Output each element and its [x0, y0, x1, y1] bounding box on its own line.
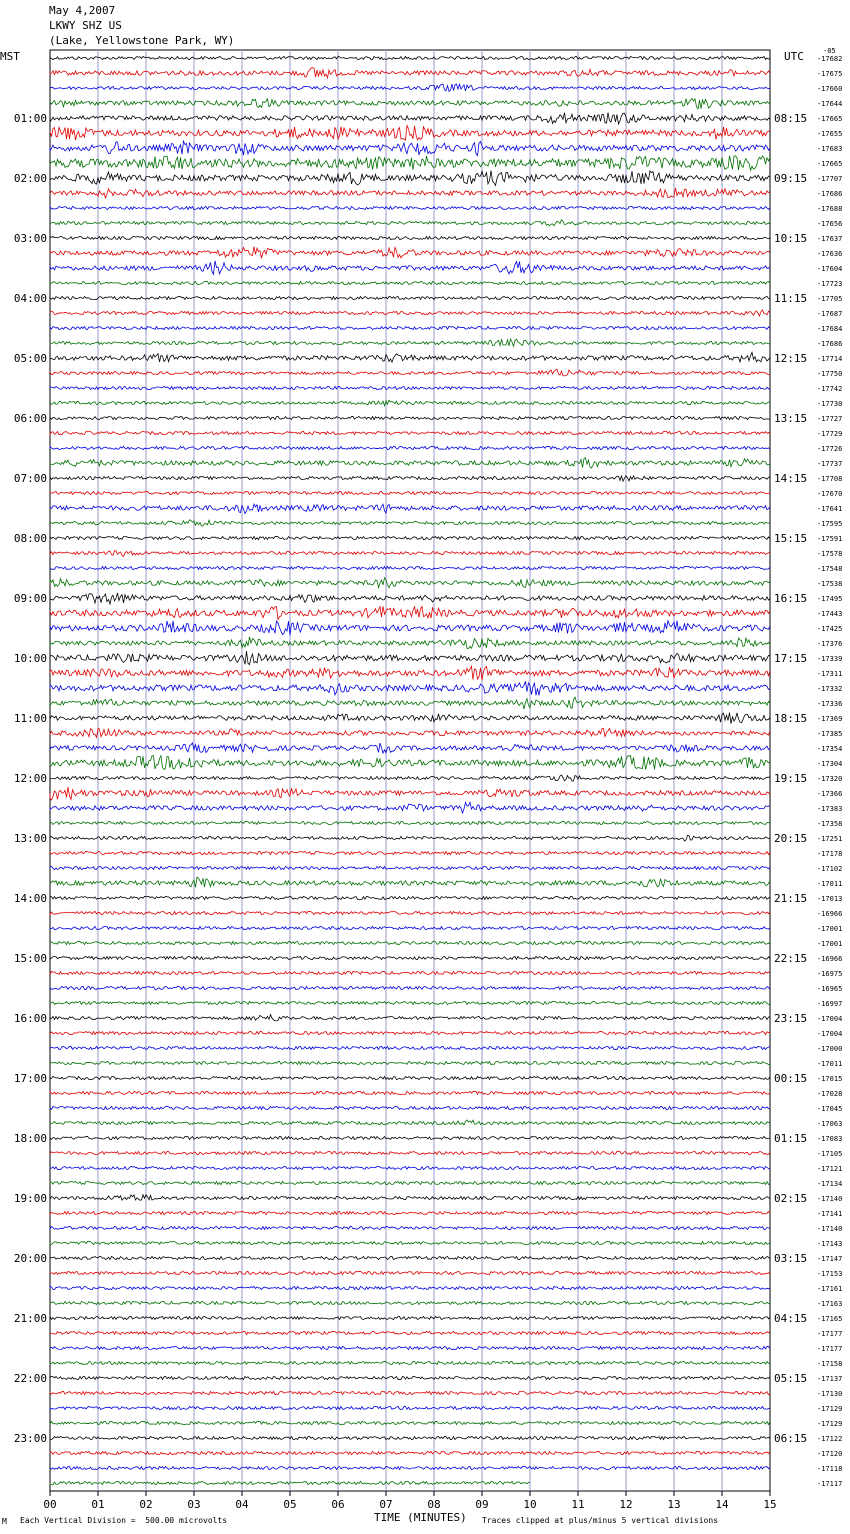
- x-tick-label: 08: [427, 1498, 441, 1511]
- footer-mark: M: [2, 1517, 7, 1526]
- trace-offset-label: -17028: [817, 1090, 843, 1098]
- trace-line: [50, 1316, 770, 1319]
- trace-line: [50, 476, 770, 481]
- trace-offset-label: -17705: [817, 295, 843, 303]
- trace-offset-label: -17045: [817, 1105, 843, 1113]
- trace-offset-label: -17001: [817, 925, 843, 933]
- left-hour-label: 02:00: [13, 172, 47, 185]
- trace-line: [50, 247, 770, 259]
- trace-line: [50, 400, 770, 406]
- trace-offset-label: -17134: [817, 1180, 843, 1188]
- trace-line: [50, 666, 770, 680]
- trace-line: [50, 1466, 770, 1469]
- trace-offset-label: -17366: [817, 790, 843, 798]
- trace-line: [50, 1376, 770, 1379]
- trace-line: [50, 606, 770, 619]
- trace-line: [50, 1166, 770, 1169]
- trace-line: [50, 1421, 770, 1424]
- trace-line: [50, 1091, 770, 1094]
- right-timezone-label: UTC: [784, 50, 804, 63]
- trace-line: [50, 681, 770, 695]
- trace-line: [50, 551, 770, 557]
- trace-line: [50, 986, 770, 989]
- x-tick-label: 02: [139, 1498, 153, 1511]
- trace-line: [50, 1271, 770, 1274]
- trace-line: [50, 1241, 770, 1244]
- trace-line: [50, 1226, 770, 1229]
- trace-line: [50, 1076, 770, 1079]
- trace-offset-label: -17102: [817, 865, 843, 873]
- trace-offset-label: -17163: [817, 1300, 843, 1308]
- trace-line: [50, 326, 770, 329]
- right-hour-label: 19:15: [774, 772, 808, 785]
- trace-line: [50, 1301, 770, 1304]
- trace-offset-label: -17004: [817, 1015, 843, 1023]
- trace-offset-label: -17687: [817, 310, 843, 318]
- left-hour-label: 14:00: [13, 892, 47, 905]
- trace-offset-label: -17686: [817, 190, 843, 198]
- right-hour-label: 17:15: [774, 652, 808, 665]
- trace-offset-label: -17495: [817, 595, 843, 603]
- trace-offset-label: -17578: [817, 550, 843, 558]
- left-hour-label: 07:00: [13, 472, 47, 485]
- trace-line: [50, 1106, 770, 1109]
- trace-line: [50, 352, 770, 362]
- station-code: LKWY SHZ US: [49, 19, 122, 32]
- x-tick-label: 05: [283, 1498, 297, 1511]
- trace-line: [50, 206, 770, 209]
- trace-offset-label: -17141: [817, 1210, 843, 1218]
- trace-line: [50, 339, 770, 346]
- trace-offset-label: -17332: [817, 685, 843, 693]
- trace-offset-label: -17595: [817, 520, 843, 528]
- trace-offset-label: -17726: [817, 445, 843, 453]
- trace-offset-label: -17251: [817, 835, 843, 843]
- x-tick-label: 11: [571, 1498, 585, 1511]
- trace-offset-label: -17538: [817, 580, 843, 588]
- trace-line: [50, 1391, 770, 1394]
- trace-offset-label: -17001: [817, 940, 843, 948]
- trace-offset-label: -17385: [817, 730, 843, 738]
- trace-offset-label: -17140: [817, 1225, 843, 1233]
- trace-offset-label: -17665: [817, 160, 843, 168]
- trace-offset-label: -17637: [817, 235, 843, 243]
- trace-offset-label: -17723: [817, 280, 843, 288]
- trace-line: [50, 98, 770, 108]
- trace-offset-label: -17165: [817, 1315, 843, 1323]
- trace-line: [50, 578, 770, 588]
- trace-offset-label: -17004: [817, 1030, 843, 1038]
- trace-offset-label: -17130: [817, 1390, 843, 1398]
- trace-line: [50, 621, 770, 636]
- trace-offset-label: -17750: [817, 370, 843, 378]
- trace-line: [50, 1001, 770, 1004]
- trace-offset-label: -16965: [817, 985, 843, 993]
- x-tick-label: 07: [379, 1498, 393, 1511]
- right-hour-label: 12:15: [774, 352, 808, 365]
- x-tick-label: 01: [91, 1498, 105, 1511]
- trace-line: [50, 851, 770, 854]
- left-hour-label: 03:00: [13, 232, 47, 245]
- trace-offset-label: -17730: [817, 400, 843, 408]
- x-tick-label: 12: [619, 1498, 633, 1511]
- trace-offset-label: -16966: [817, 910, 843, 918]
- trace-line: [50, 1151, 770, 1154]
- trace-line: [50, 1406, 770, 1409]
- trace-line: [50, 171, 770, 186]
- trace-line: [50, 1211, 770, 1214]
- right-hour-label: 04:15: [774, 1312, 808, 1325]
- trace-line: [50, 866, 770, 869]
- trace-offset-label: -17143: [817, 1240, 843, 1248]
- left-hour-label: 23:00: [13, 1432, 47, 1445]
- trace-offset-label: -17641: [817, 505, 843, 513]
- right-hour-label: 21:15: [774, 892, 808, 905]
- trace-offset-label: -17137: [817, 1375, 843, 1383]
- right-hour-label: 14:15: [774, 472, 808, 485]
- left-hour-label: 09:00: [13, 592, 47, 605]
- right-hour-label: 20:15: [774, 832, 808, 845]
- trace-offset-label: -17147: [817, 1255, 843, 1263]
- trace-offset-label: -17376: [817, 640, 843, 648]
- trace-line: [50, 1256, 770, 1259]
- trace-line: [50, 743, 770, 753]
- trace-offset-label: -17354: [817, 745, 843, 753]
- trace-line: [50, 310, 770, 316]
- trace-offset-label: -17714: [817, 355, 843, 363]
- left-hour-label: 01:00: [13, 112, 47, 125]
- trace-line: [50, 141, 770, 155]
- right-hour-label: 02:15: [774, 1192, 808, 1205]
- trace-line: [50, 126, 770, 141]
- left-hour-label: 08:00: [13, 532, 47, 545]
- trace-offset-label: -17339: [817, 655, 843, 663]
- left-hour-label: 19:00: [13, 1192, 47, 1205]
- trace-line: [50, 787, 770, 800]
- trace-line: [50, 821, 770, 824]
- left-hour-label: 17:00: [13, 1072, 47, 1085]
- trace-offset-label: -17083: [817, 1135, 843, 1143]
- trace-line: [50, 637, 770, 649]
- trace-offset-label: -17178: [817, 850, 843, 858]
- trace-line: [50, 220, 770, 226]
- trace-offset-label: -17121: [817, 1165, 843, 1173]
- trace-offset-label: -17737: [817, 460, 843, 468]
- trace-line: [50, 261, 770, 274]
- trace-line: [50, 113, 770, 124]
- left-hour-label: 20:00: [13, 1252, 47, 1265]
- right-hour-label: 15:15: [774, 532, 808, 545]
- trace-line: [50, 504, 770, 513]
- trace-line: [50, 1331, 770, 1334]
- trace-offset-label: -17177: [817, 1330, 843, 1338]
- right-hour-label: 10:15: [774, 232, 808, 245]
- trace-offset-label: -17177: [817, 1345, 843, 1353]
- trace-line: [50, 84, 770, 91]
- trace-line: [50, 728, 770, 737]
- trace-offset-label: -17118: [817, 1465, 843, 1473]
- trace-offset-label: -17369: [817, 715, 843, 723]
- trace-line: [50, 281, 770, 284]
- right-hour-label: 22:15: [774, 952, 808, 965]
- trace-offset-label: -17548: [817, 565, 843, 573]
- trace-line: [50, 713, 770, 724]
- trace-line: [50, 520, 770, 526]
- trace-line: [50, 491, 770, 494]
- trace-offset-label: -17129: [817, 1420, 843, 1428]
- trace-offset-label: -17015: [817, 1075, 843, 1083]
- trace-line: [50, 68, 770, 78]
- clip-note: Traces clipped at plus/minus 5 vertical divisions: [482, 1516, 719, 1525]
- trace-offset-label: -17105: [817, 1150, 843, 1158]
- trace-line: [50, 369, 770, 376]
- trace-line: [50, 971, 770, 974]
- left-hour-label: 13:00: [13, 832, 47, 845]
- trace-offset-label: -16975: [817, 970, 843, 978]
- trace-line: [50, 1436, 770, 1439]
- trace-line: [50, 756, 770, 770]
- trace-offset-label: -17682: [817, 55, 843, 63]
- trace-line: [50, 835, 770, 841]
- left-hour-label: 11:00: [13, 712, 47, 725]
- trace-offset-label: -17011: [817, 880, 843, 888]
- right-hour-label: 00:15: [774, 1072, 808, 1085]
- right-hour-label: 09:15: [774, 172, 808, 185]
- left-hour-label: 06:00: [13, 412, 47, 425]
- station-location: (Lake, Yellowstone Park, WY): [49, 34, 235, 47]
- trace-offset-label: -17011: [817, 1060, 843, 1068]
- trace-offset-label: -17604: [817, 265, 843, 273]
- trace-offset-label: -17665: [817, 115, 843, 123]
- trace-line: [50, 1346, 770, 1349]
- left-hour-label: 18:00: [13, 1132, 47, 1145]
- trace-offset-label: -17591: [817, 535, 843, 543]
- right-hour-label: 16:15: [774, 592, 808, 605]
- trace-line: [50, 566, 770, 569]
- trace-offset-label: -17742: [817, 385, 843, 393]
- trace-offset-label: -17122: [817, 1435, 843, 1443]
- trace-line: [50, 775, 770, 781]
- trace-offset-label: -17644: [817, 100, 843, 108]
- trace-line: [50, 446, 770, 449]
- trace-line: [50, 1195, 770, 1201]
- trace-offset-label: -16997: [817, 1000, 843, 1008]
- trace-line: [50, 896, 770, 899]
- trace-offset-label: -17729: [817, 430, 843, 438]
- trace-line: [50, 1015, 770, 1021]
- x-tick-label: 09: [475, 1498, 489, 1511]
- trace-offset-label: -17161: [817, 1285, 843, 1293]
- left-hour-label: 10:00: [13, 652, 47, 665]
- x-tick-label: 06: [331, 1498, 345, 1511]
- trace-offset-label: -17358: [817, 820, 843, 828]
- trace-line: [50, 416, 770, 419]
- trace-line: [50, 1361, 770, 1364]
- left-hour-label: 21:00: [13, 1312, 47, 1325]
- right-hour-label: 18:15: [774, 712, 808, 725]
- trace-offset-label: -17443: [817, 610, 843, 618]
- trace-offset-label: -17660: [817, 85, 843, 93]
- trace-line: [50, 536, 770, 539]
- trace-offset-label: -16966: [817, 955, 843, 963]
- trace-offset-label: -17120: [817, 1450, 843, 1458]
- left-hour-label: 04:00: [13, 292, 47, 305]
- x-tick-label: 10: [523, 1498, 537, 1511]
- trace-line: [50, 1451, 770, 1454]
- trace-line: [50, 296, 770, 299]
- trace-line: [50, 458, 770, 468]
- right-hour-label: 11:15: [774, 292, 808, 305]
- trace-offset-label: -17311: [817, 670, 843, 678]
- trace-offset-label: -17320: [817, 775, 843, 783]
- trace-offset-label: -17140: [817, 1195, 843, 1203]
- trace-offset-label: -17636: [817, 250, 843, 258]
- trace-line: [50, 431, 770, 434]
- trace-line: [50, 941, 770, 944]
- trace-line: [50, 802, 770, 813]
- right-timezone-offset: -05: [823, 47, 836, 55]
- trace-offset-label: -17708: [817, 475, 843, 483]
- trace-offset-label: -17675: [817, 70, 843, 78]
- trace-line: [50, 926, 770, 929]
- x-tick-label: 13: [667, 1498, 681, 1511]
- trace-line: [50, 911, 770, 914]
- trace-line: [50, 1181, 770, 1184]
- trace-offset-label: -17727: [817, 415, 843, 423]
- x-tick-label: 00: [43, 1498, 57, 1511]
- trace-line: [50, 1046, 770, 1049]
- right-hour-label: 01:15: [774, 1132, 808, 1145]
- x-tick-label: 14: [715, 1498, 729, 1511]
- trace-line: [50, 697, 770, 709]
- trace-line: [50, 593, 770, 604]
- right-hour-label: 06:15: [774, 1432, 808, 1445]
- trace-offset-label: -17383: [817, 805, 843, 813]
- left-timezone-label: MST: [0, 50, 20, 63]
- trace-line: [50, 1031, 770, 1034]
- trace-line: [50, 1286, 770, 1289]
- trace-offset-label: -17656: [817, 220, 843, 228]
- trace-line: [50, 877, 770, 887]
- trace-offset-label: -17688: [817, 205, 843, 213]
- trace-offset-label: -17683: [817, 145, 843, 153]
- left-hour-label: 22:00: [13, 1372, 47, 1385]
- trace-line: [50, 651, 770, 664]
- scale-note: Each Vertical Division = 500.00 microvolts: [20, 1516, 228, 1525]
- x-tick-label: 15: [763, 1498, 777, 1511]
- right-hour-label: 05:15: [774, 1372, 808, 1385]
- x-tick-label: 03: [187, 1498, 201, 1511]
- trace-offset-label: -17000: [817, 1045, 843, 1053]
- trace-line: [50, 56, 770, 59]
- trace-offset-label: -17013: [817, 895, 843, 903]
- trace-offset-label: -17670: [817, 490, 843, 498]
- trace-line: [50, 956, 770, 959]
- trace-offset-label: -17707: [817, 175, 843, 183]
- right-hour-label: 13:15: [774, 412, 808, 425]
- trace-offset-label: -17686: [817, 340, 843, 348]
- trace-offset-label: -17129: [817, 1405, 843, 1413]
- trace-offset-label: -17153: [817, 1270, 843, 1278]
- trace-offset-label: -17117: [817, 1480, 843, 1488]
- plot-date: May 4,2007: [49, 4, 116, 17]
- trace-line: [50, 188, 770, 198]
- right-hour-label: 08:15: [774, 112, 808, 125]
- right-hour-label: 03:15: [774, 1252, 808, 1265]
- trace-line: [50, 386, 770, 389]
- trace-offset-label: -17655: [817, 130, 843, 138]
- trace-line: [50, 156, 770, 171]
- right-hour-label: 23:15: [774, 1012, 808, 1025]
- trace-offset-label: -17304: [817, 760, 843, 768]
- left-hour-label: 16:00: [13, 1012, 47, 1025]
- trace-offset-label: -17063: [817, 1120, 843, 1128]
- trace-offset-label: -17684: [817, 325, 843, 333]
- trace-line: [50, 1120, 770, 1125]
- trace-line: [50, 236, 770, 239]
- left-hour-label: 12:00: [13, 772, 47, 785]
- x-axis-title: TIME (MINUTES): [374, 1511, 467, 1524]
- left-hour-label: 15:00: [13, 952, 47, 965]
- trace-line: [50, 1136, 770, 1139]
- trace-line: [50, 1061, 770, 1064]
- trace-offset-label: -17425: [817, 625, 843, 633]
- left-hour-label: 05:00: [13, 352, 47, 365]
- trace-offset-label: -17336: [817, 700, 843, 708]
- x-tick-label: 04: [235, 1498, 249, 1511]
- trace-offset-label: -17158: [817, 1360, 843, 1368]
